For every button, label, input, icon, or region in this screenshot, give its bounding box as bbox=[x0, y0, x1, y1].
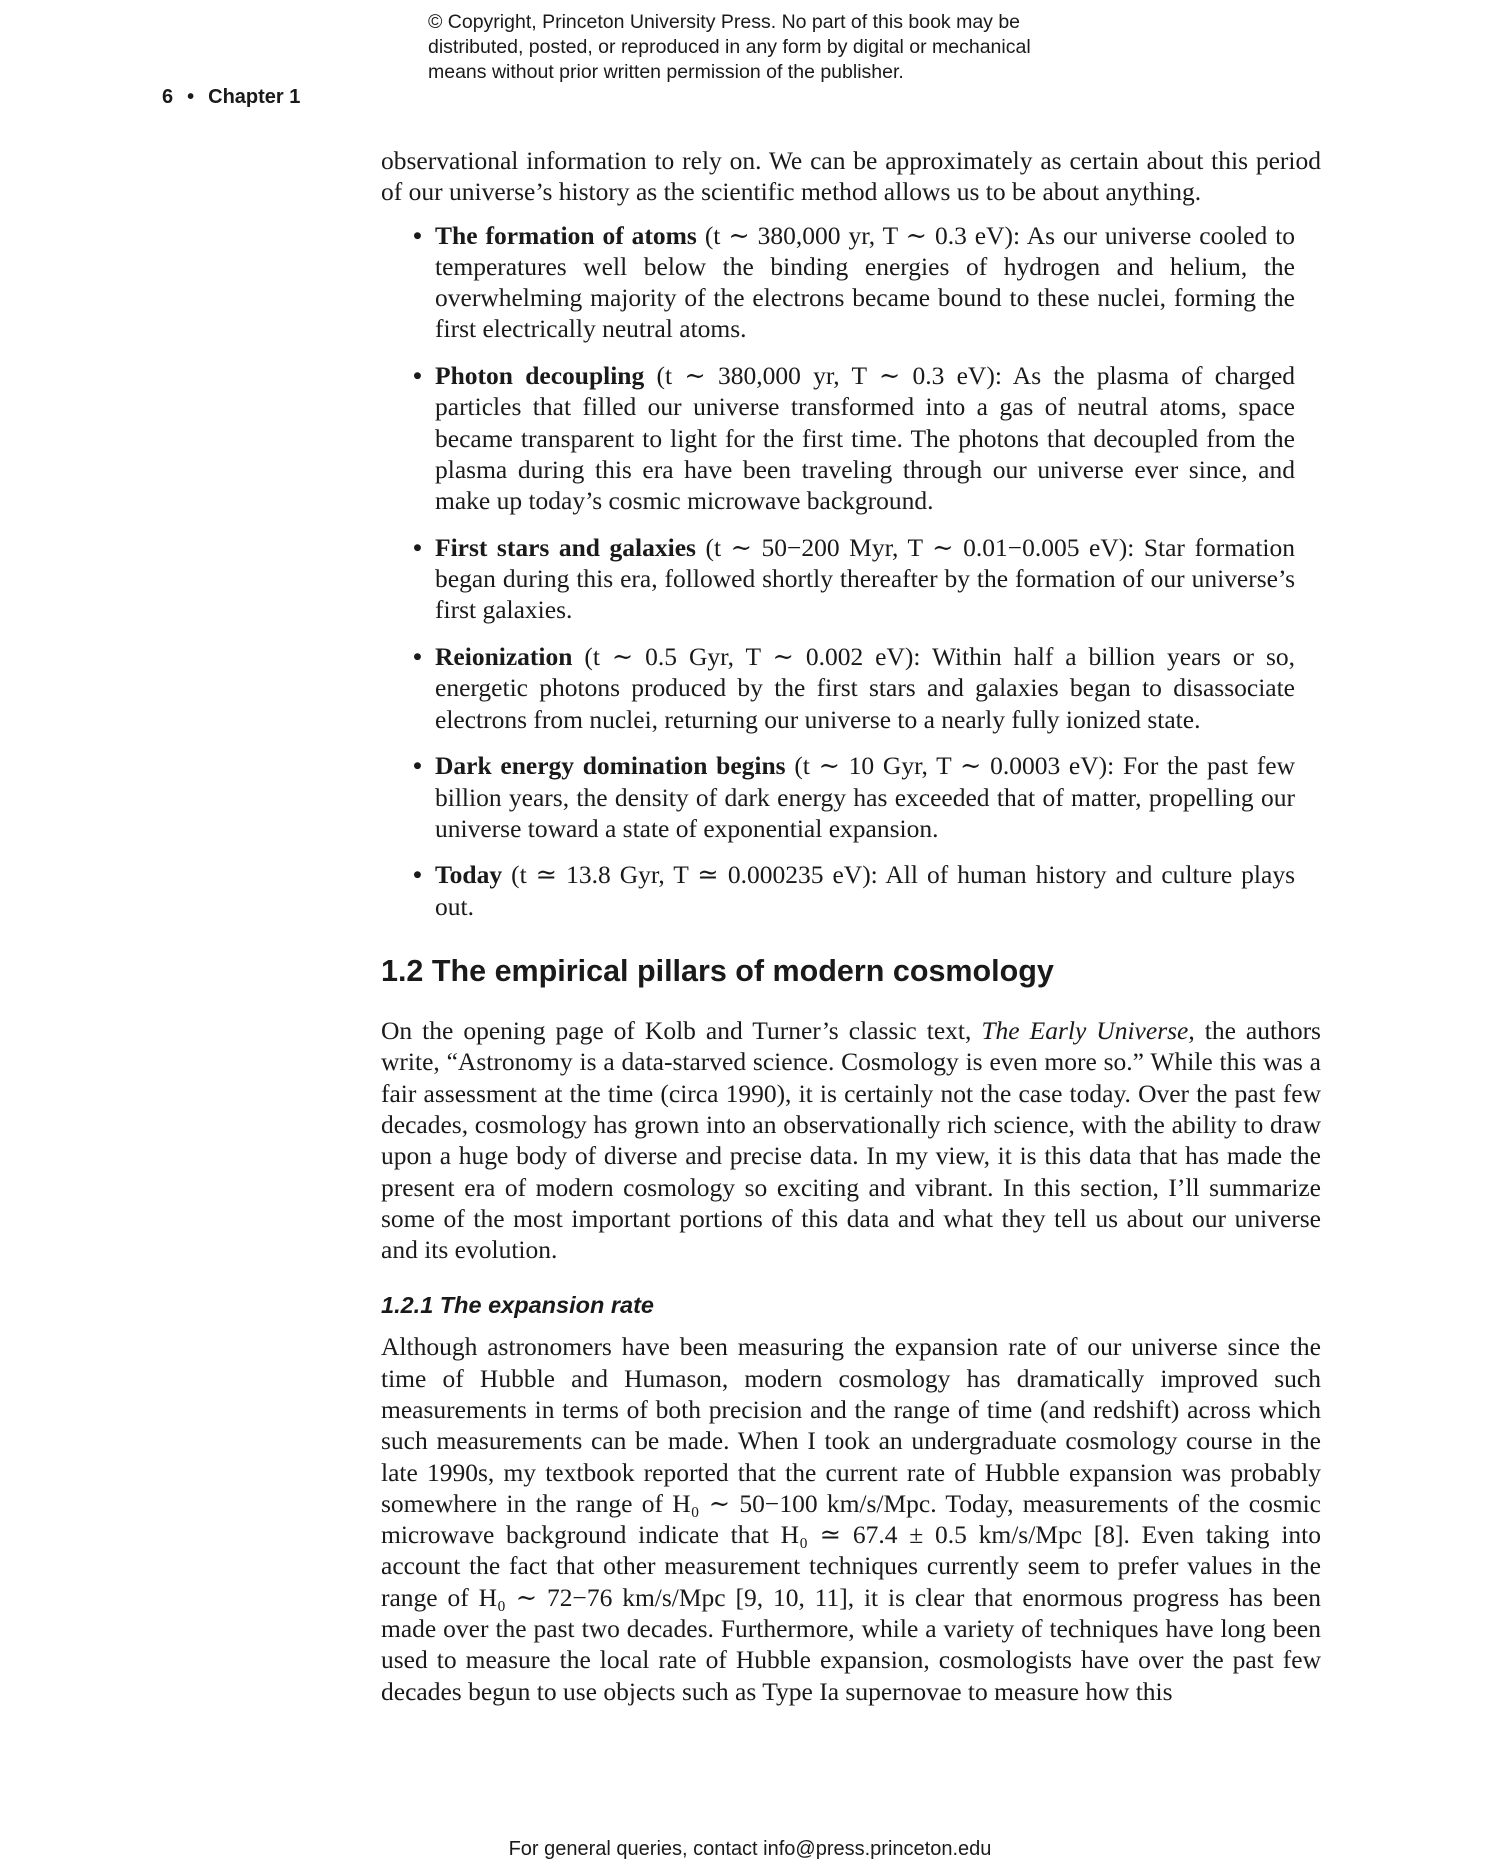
bullet-icon: • bbox=[413, 642, 422, 672]
era-conditions: (t ∼ 380,000 yr, T ∼ 0.3 eV): bbox=[656, 361, 1002, 391]
era-list bbox=[381, 220, 1295, 922]
era-conditions: (t ∼ 10 Gyr, T ∼ 0.0003 eV): bbox=[794, 751, 1115, 781]
bullet-icon: • bbox=[413, 860, 422, 890]
section-paragraph-rest: , the authors write, “Astronomy is a data-starved science. Cosmology is even more so.” While this was a fair assessment at the time (circa 1990), it is certainly not the case today. Over the past few decades, cosmology has grown into an observationally rich science, with the ability to draw upon a huge body of diverse and precise data. In my view, it is this data that has made the present era of modern cosmology so exciting and vibrant. In this section, I’ll summarize some of the most important portions of this data and what they tell us about our universe and its evolution. bbox=[381, 1016, 1321, 1265]
era-description: Within half a billion years or so, energetic photons produced by the first stars and galaxies began to disassociate electrons from nuclei, returning our universe to a nearly fully ionized state. bbox=[435, 642, 1295, 734]
era-conditions: (t ∼ 50−200 Myr, T ∼ 0.01−0.005 eV): bbox=[705, 532, 1135, 562]
era-conditions: (t ∼ 380,000 yr, T ∼ 0.3 eV): bbox=[704, 220, 1021, 250]
copyright-line: © Copyright, Princeton University Press. No part of this book may be bbox=[428, 11, 1021, 33]
era-item-first-stars bbox=[413, 532, 1296, 626]
era-item-photon-decoupling bbox=[413, 360, 1296, 516]
copyright-line: distributed, posted, or reproduced in any form by digital or mechanical bbox=[428, 36, 1031, 58]
running-head bbox=[162, 86, 300, 109]
era-name: Dark energy domination begins bbox=[435, 751, 786, 781]
era-description: Star formation began during this era, followed shortly thereafter by the formation of our universe’s first galaxies. bbox=[435, 532, 1296, 625]
era-description: As the plasma of charged particles that filled our universe transformed into a gas of neutral atoms, space became transparent to light for the first time. The photons that decoupled from the plasma during this era have been traveling through our universe ever since, and make up today’s cosmic microwave background. bbox=[435, 361, 1296, 516]
era-name: Reionization bbox=[435, 642, 573, 672]
era-item-dark-energy bbox=[413, 750, 1295, 844]
section-paragraph bbox=[381, 1015, 1321, 1265]
era-name: First stars and galaxies bbox=[435, 532, 696, 562]
era-description: All of human history and culture plays out. bbox=[435, 860, 1295, 921]
copyright-line: means without prior written permission of the publisher. bbox=[428, 61, 904, 83]
bullet-icon: • bbox=[413, 751, 422, 781]
subsection-paragraph: Although astronomers have been measuring the expansion rate of our universe since the time of Hubble and Humason, modern cosmology has dramatically improved such measurements in terms of both precision and the range of time (and redshift) across which such measurements can be made. When I took an undergraduate cosmology course in the late 1990s, my textbook reported that the current rate of Hubble expansion was probably somewhere in the range of H₀ ∼ 50−100 km/s/Mpc. Today, measurements of the cosmic microwave background indicate that H₀ ≃ 67.4 ± 0.5 km/s/Mpc [8]. Even taking into account the fact that other measurement techniques currently seem to prefer values in the range of H₀ ∼ 72−76 km/s/Mpc [9, 10, 11], it is clear that enormous progress has been made over the past two decades. Furthermore, while a variety of techniques have long been used to measure the local rate of Hubble expansion, cosmologists have over the past few decades begun to use objects such as Type Ia supernovae to measure how this bbox=[381, 1332, 1321, 1706]
bullet-icon: • bbox=[413, 532, 422, 562]
era-item-formation-of-atoms bbox=[413, 220, 1296, 345]
era-name: Photon decoupling bbox=[435, 361, 645, 391]
copyright-notice bbox=[428, 10, 1128, 85]
era-description: For the past few billion years, the density of dark energy has exceeded that of matter, propelling our universe toward a state of exponential expansion. bbox=[435, 751, 1295, 843]
section-paragraph-start: On the opening page of Kolb and Turner’s classic text, bbox=[381, 1016, 972, 1046]
chapter-label: Chapter 1 bbox=[208, 86, 301, 108]
era-name: The formation of atoms bbox=[435, 220, 697, 250]
footer-contact: For general queries, contact info@press.princeton.edu bbox=[508, 1838, 992, 1860]
running-head-separator: • bbox=[187, 86, 195, 108]
page-body bbox=[381, 145, 1321, 1707]
era-name: Today bbox=[435, 860, 503, 890]
subsection-heading: 1.2.1 The expansion rate bbox=[381, 1292, 654, 1319]
book-title: The Early Universe bbox=[981, 1016, 1189, 1046]
page-number: 6 bbox=[162, 86, 174, 108]
intro-paragraph: observational information to rely on. We can be approximately as certain about this period of our universe’s history as the scientific method allows us to be about anything. bbox=[381, 146, 1321, 207]
era-description: As our universe cooled to temperatures well below the binding energies of hydrogen and helium, the overwhelming majority of the electrons became bound to these nuclei, forming the first electrically neutral atoms. bbox=[435, 220, 1296, 344]
era-conditions: (t ≃ 13.8 Gyr, T ≃ 0.000235 eV): bbox=[511, 860, 878, 890]
section-heading: 1.2 The empirical pillars of modern cosmology bbox=[381, 954, 1054, 989]
era-conditions: (t ∼ 0.5 Gyr, T ∼ 0.002 eV): bbox=[584, 642, 921, 672]
era-item-reionization bbox=[413, 641, 1295, 735]
bullet-icon: • bbox=[413, 220, 422, 250]
bullet-icon: • bbox=[413, 361, 422, 391]
era-item-today bbox=[413, 859, 1295, 922]
